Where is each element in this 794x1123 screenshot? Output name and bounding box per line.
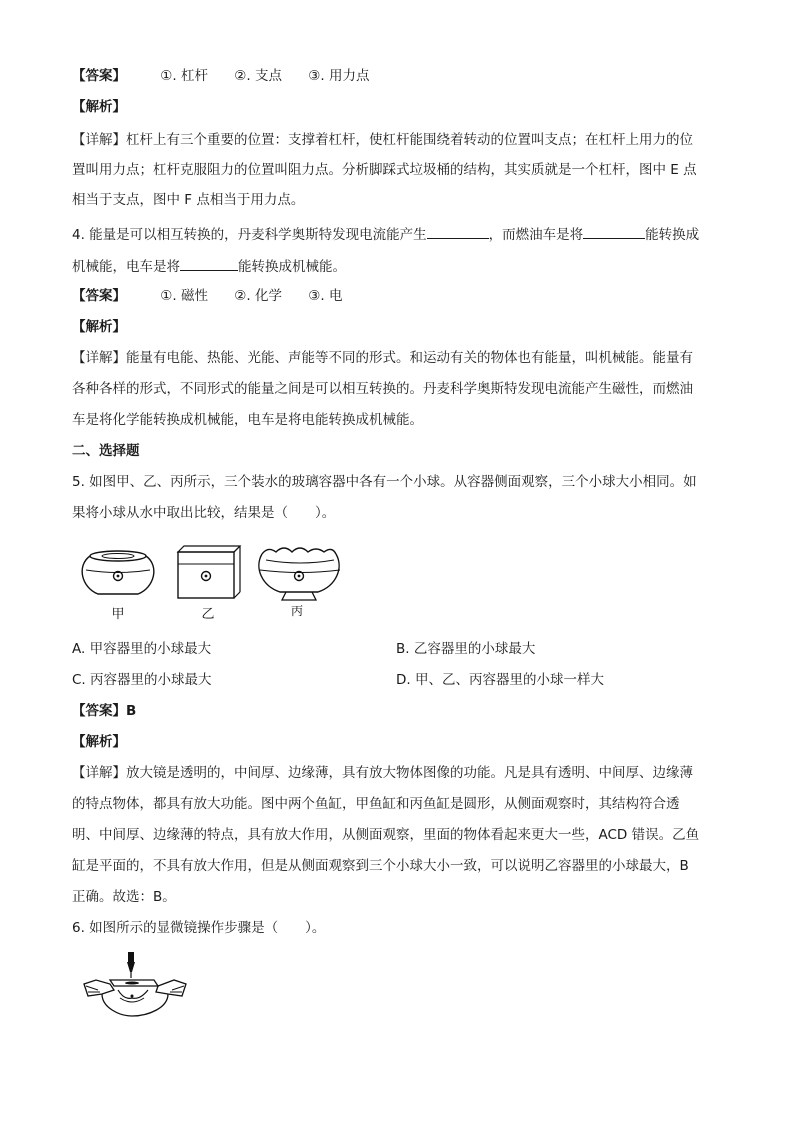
round-bowl-jia xyxy=(82,551,154,594)
q5-containers-figure xyxy=(78,544,352,624)
answer-label: 【答案】 xyxy=(72,68,126,84)
q5-stem-line: 果将小球从水中取出比较，结果是（ ）。 xyxy=(72,505,336,521)
answer-option-1: ①. 杠杆 xyxy=(160,68,208,84)
q3-detail-line: 【详解】杠杆上有三个重要的位置：支撑着杠杆，使杠杆能围绕着转动的位置叫支点；在杠杆上用力的位 xyxy=(72,132,693,148)
q4-analysis-label: 【解析】 xyxy=(72,319,126,335)
answer-option-3: ③. 电 xyxy=(308,288,343,304)
q4-stem-part: ，而燃油车是将 xyxy=(488,227,584,243)
rect-tank-yi xyxy=(178,546,240,598)
q4-detail-line: 各种各样的形式，不同形式的能量之间是可以相互转换的。丹麦科学奥斯特发现电流能产生磁性，而燃油 xyxy=(72,381,693,397)
wavy-bowl-bing xyxy=(259,548,340,600)
q4-stem-part: 能转换成机械能。 xyxy=(238,259,346,275)
fig-label-jia: 甲 xyxy=(111,607,125,622)
section-heading: 二、选择题 xyxy=(72,443,140,459)
answer-label: 【答案】 xyxy=(72,288,126,304)
fig-label-bing: 丙 xyxy=(290,604,304,618)
q3-answer-row xyxy=(72,66,732,86)
q4-stem-line-1 xyxy=(72,224,732,245)
fill-blank-1[interactable] xyxy=(427,224,489,239)
option-b[interactable]: B. 乙容器里的小球最大 xyxy=(396,641,536,657)
fill-blank-2[interactable] xyxy=(583,224,645,239)
q3-detail-line: 置叫用力点；杠杆克服阻力的位置叫阻力点。分析脚踩式垃圾桶的结构，其实质就是一个杠杆，图中 E 点 xyxy=(72,162,697,178)
q5-detail-line: 正确。故选：B。 xyxy=(72,889,176,905)
q6-stem: 6. 如图所示的显微镜操作步骤是（ ）。 xyxy=(72,920,326,936)
q4-stem-part: 4. 能量是可以相互转换的，丹麦科学奥斯特发现电流能产生 xyxy=(72,227,427,243)
answer-option-2: ②. 支点 xyxy=(234,68,282,84)
option-c[interactable]: C. 丙容器里的小球最大 xyxy=(72,672,212,688)
q5-detail-line: 的特点物体，都具有放大功能。图中两个鱼缸，甲鱼缸和丙鱼缸是圆形，从侧面观察时，其结构符合透 xyxy=(72,796,680,812)
option-a[interactable]: A. 甲容器里的小球最大 xyxy=(72,641,212,657)
fig-label-yi: 乙 xyxy=(201,607,215,622)
q3-analysis-label: 【解析】 xyxy=(72,99,126,115)
answer-option-2: ②. 化学 xyxy=(234,288,282,304)
q5-detail-line: 缸是平面的，不具有放大作用，但是从侧面观察到三个小球大小一致，可以说明乙容器里的小球最大，B xyxy=(72,858,689,874)
q5-analysis-label: 【解析】 xyxy=(72,734,126,750)
q3-detail-line: 相当于支点，图中 F 点相当于用力点。 xyxy=(72,192,305,208)
answer-option-1: ①. 磁性 xyxy=(160,288,208,304)
q5-answer: 【答案】B xyxy=(72,703,137,719)
q4-detail-line: 车是将化学能转换成机械能，电车是将电能转换成机械能。 xyxy=(72,412,423,428)
q4-stem-line-2 xyxy=(72,256,732,277)
dropper-icon xyxy=(127,952,135,978)
q6-microscope-figure xyxy=(80,950,190,1022)
answer-option-3: ③. 用力点 xyxy=(308,68,370,84)
q4-detail-line: 【详解】能量有电能、热能、光能、声能等不同的形式。和运动有关的物体也有能量，叫机械能。能量有 xyxy=(72,350,693,366)
q5-detail-line: 明、中间厚、边缘薄的特点，具有放大作用，从侧面观察，里面的物体看起来更大一些，ACD 错误。乙鱼 xyxy=(72,827,700,843)
q4-answer-row xyxy=(72,286,732,306)
q4-stem-part: 机械能，电车是将 xyxy=(72,259,180,275)
option-d[interactable]: D. 甲、乙、丙容器里的小球一样大 xyxy=(396,672,604,688)
q5-detail-line: 【详解】放大镜是透明的，中间厚、边缘薄，具有放大物体图像的功能。凡是具有透明、中间厚、边缘薄 xyxy=(72,765,693,781)
fill-blank-3[interactable] xyxy=(180,256,238,271)
q4-stem-part: 能转换成 xyxy=(645,227,700,243)
q5-stem-line: 5. 如图甲、乙、丙所示，三个装水的玻璃容器中各有一个小球。从容器侧面观察，三个小球大小相同。如 xyxy=(72,474,697,490)
